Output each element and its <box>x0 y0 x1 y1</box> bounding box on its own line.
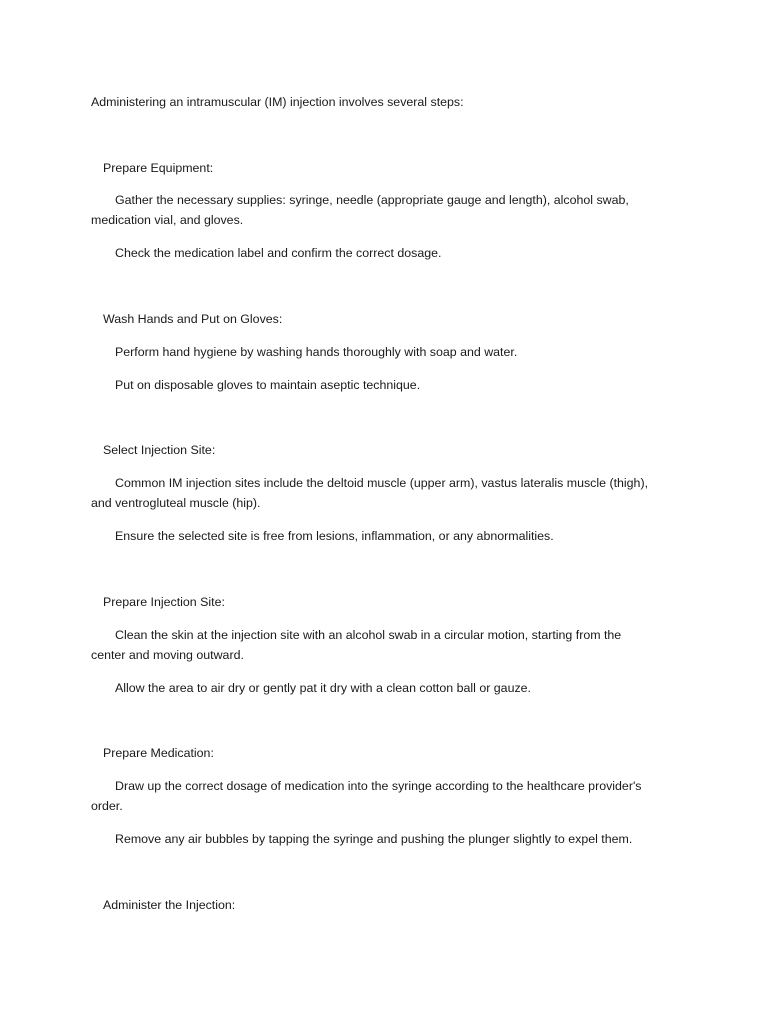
section-heading-prepare-medication: Prepare Medication: <box>103 746 214 760</box>
step-text: Gather the necessary supplies: syringe, needle (appropriate gauge and length), alcohol swab, <box>115 193 629 207</box>
step-text: Remove any air bubbles by tapping the syringe and pushing the plunger slightly to expel them. <box>115 832 633 846</box>
step-text: Draw up the correct dosage of medication into the syringe according to the healthcare provider's <box>115 779 642 793</box>
section-heading-wash-hands: Wash Hands and Put on Gloves: <box>103 312 283 326</box>
section-heading-prepare-site: Prepare Injection Site: <box>103 595 225 609</box>
step-text: Common IM injection sites include the deltoid muscle (upper arm), vastus lateralis muscle (thigh), <box>115 476 649 490</box>
step-text: Clean the skin at the injection site with an alcohol swab in a circular motion, starting from the <box>115 628 622 642</box>
step-text: Put on disposable gloves to maintain aseptic technique. <box>115 378 421 392</box>
step-text: Allow the area to air dry or gently pat it dry with a clean cotton ball or gauze. <box>115 681 531 695</box>
section-heading-prepare-equipment: Prepare Equipment: <box>103 161 214 175</box>
section-heading-administer: Administer the Injection: <box>103 898 236 912</box>
step-text: Check the medication label and confirm the correct dosage. <box>115 246 442 260</box>
step-text-continuation: medication vial, and gloves. <box>91 213 244 227</box>
section-heading-select-site: Select Injection Site: <box>103 443 216 457</box>
step-text-continuation: order. <box>91 799 123 813</box>
intro-text: Administering an intramuscular (IM) injection involves several steps: <box>91 95 464 109</box>
step-text-continuation: and ventrogluteal muscle (hip). <box>91 496 261 510</box>
step-text: Perform hand hygiene by washing hands thoroughly with soap and water. <box>115 345 518 359</box>
step-text: Ensure the selected site is free from lesions, inflammation, or any abnormalities. <box>115 529 554 543</box>
step-text-continuation: center and moving outward. <box>91 648 244 662</box>
